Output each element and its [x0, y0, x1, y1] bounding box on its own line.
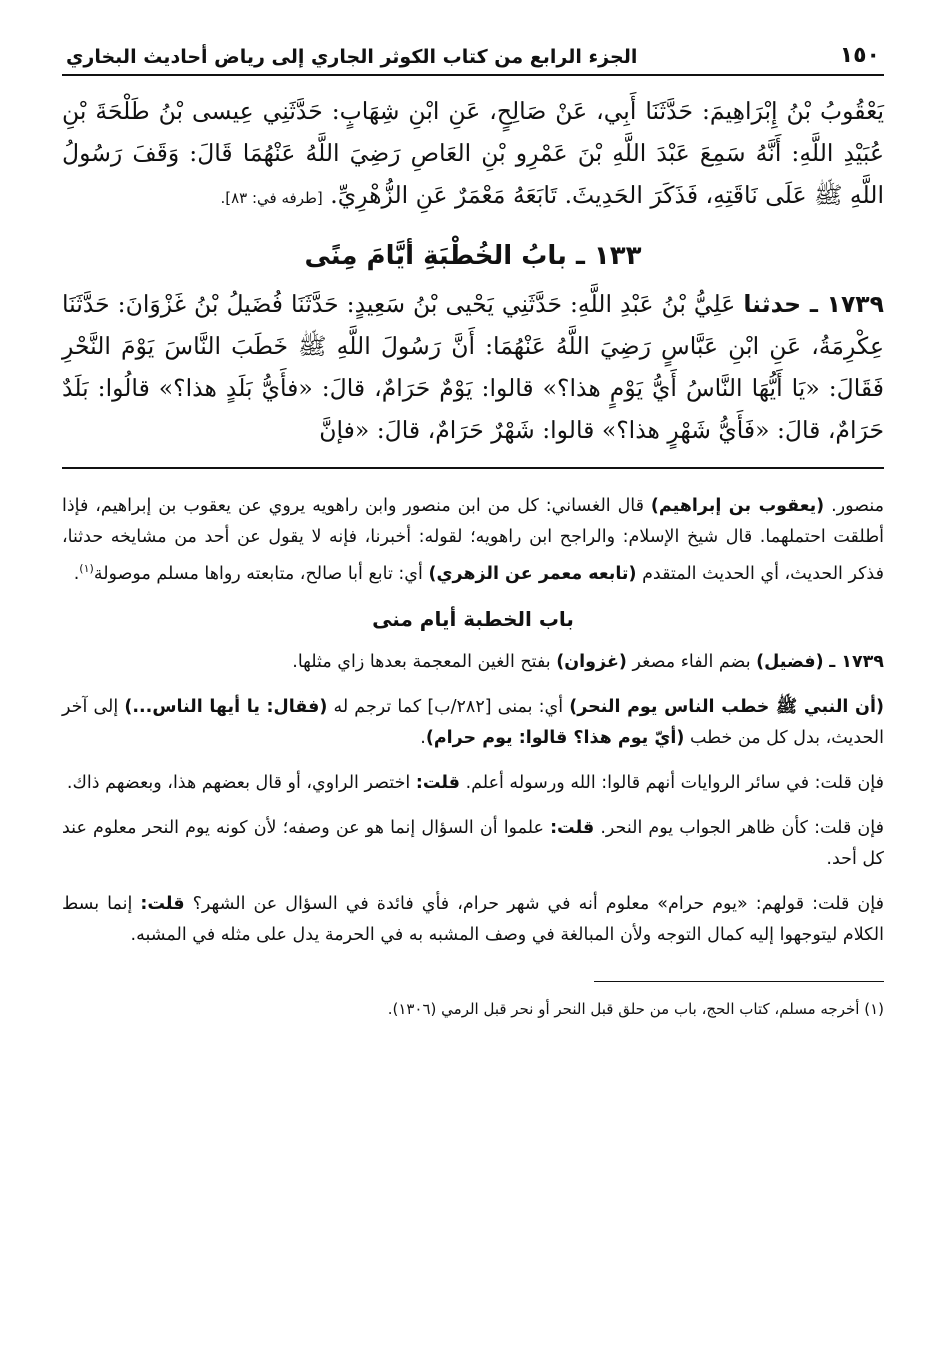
comm-bold: (فقال: يا أيها الناس...): [124, 696, 328, 717]
commentary-paragraph: [62, 692, 884, 754]
comm-text: بفتح الغين المعجمة بعدها زاي مثلها.: [292, 651, 551, 672]
commentary-heading: باب الخطبة أيام منى: [372, 606, 574, 631]
comm-text: أي: تابع أبا صالح، متابعته رواها مسلم موصولة: [93, 563, 423, 584]
footnote-ref[interactable]: (١): [79, 562, 94, 575]
comm-text: .: [73, 563, 80, 584]
comm-bold: (تابعه معمر عن الزهري): [428, 563, 637, 584]
comm-text: منصور.: [831, 496, 884, 516]
commentary-paragraph: [62, 889, 884, 951]
comm-text: أي: بمنى [٢٨٢/ب] كما ترجم له: [333, 696, 564, 717]
section-divider: [62, 467, 884, 469]
commentary-paragraph: [62, 813, 884, 875]
footnote: [62, 996, 884, 1022]
hadith-number: ١٧٣٩ ـ حدثنا: [743, 290, 884, 318]
comm-text: فإن قلت: كأن ظاهر الجواب يوم النحر.: [600, 817, 884, 838]
hadith-continuation: [62, 90, 884, 219]
comm-text: قال الغساني: كل من ابن منصور وابن راهويه يروي عن يعقوب بن إبراهيم، فإذا أطلقت احتملهما. قال شيخ الإسلام: والراجح ابن راهويه؛ لقوله: أخبرنا، فإنه لا يقول عن أحد من مشايخه حدثنا، فذكر الحديث، أي الحديث المتقدم: [62, 496, 884, 584]
comm-bold: (يعقوب بن إبراهيم): [650, 496, 825, 516]
hadith-top-ref: [طرفه في: ٨٣].: [220, 189, 323, 207]
comm-text: إلى آخر الحديث، بدل كل من خطب: [62, 696, 884, 748]
comm-bold: (أيّ يوم هذا؟ قالوا: يوم حرام): [425, 727, 685, 748]
comm-bold: (فضيل): [756, 651, 824, 672]
commentary-paragraph: [62, 647, 884, 678]
commentary-paragraph: [62, 491, 884, 590]
running-title: الجزء الرابع من كتاب الكوثر الجاري إلى رياض أحاديث البخاري: [66, 46, 638, 68]
commentary: [62, 491, 884, 951]
page-number: ١٥٠: [839, 43, 880, 68]
hadith-text: عَلِيُّ بْنُ عَبْدِ اللَّهِ: حَدَّثَنِي يَحْيى بْنُ سَعِيدٍ: حَدَّثَنَا فُضَيلُ بْنُ غَزْوَانَ: حَدَّثَنَا عِكْرِمَةُ، عَنِ ابْنِ عَبَّاسٍ رَضِيَ اللَّهُ عَنْهُمَا: أَنَّ رَسُولَ اللَّهِ ﷺ خَطَبَ النَّاسَ يَوْمَ النَّحْرِ فَقَالَ: «يَا أَيُّهَا النَّاسُ أَيُّ يَوْمٍ هذا؟» قالوا: يَوْمٌ حَرَامٌ، قالَ: «فأَيُّ بَلَدٍ هذا؟» قالُوا: بَلَدٌ حَرَامٌ، قالَ: «فَأَيُّ شَهْرٍ هذا؟» قالوا: شَهْرٌ حَرَامٌ، قالَ: «فإنَّ: [62, 290, 884, 444]
comm-bold: قلت:: [550, 817, 595, 838]
footnote-divider: [594, 981, 884, 982]
comm-text: بضم الفاء مصغر: [632, 651, 751, 672]
comm-bold: (غزوان): [556, 651, 627, 672]
comm-hadith-number: ١٧٣٩ ـ: [829, 651, 884, 672]
comm-text: فإن قلت: في سائر الروايات أنهم قالوا: الله ورسوله أعلم.: [465, 772, 884, 793]
hadith-top-text: يَعْقُوبُ بْنُ إِبْرَاهِيمَ: حَدَّثَنَا أَبِي، عَنْ صَالِحٍ، عَنِ ابْنِ شِهَابٍ: حَدَّثَنِي عِيسى بْنُ طَلْحَةَ بْنِ عُبَيْدِ اللَّهِ: أَنَّهُ سَمِعَ عَبْدَ اللَّهِ بْنَ عَمْرِو بْنِ العَاصِ رَضِيَ اللَّهُ عَنْهُمَا قَالَ: وَقَفَ رَسُولُ اللَّهِ ﷺ عَلَى نَاقَتِهِ، فَذَكَرَ الحَدِيثَ. تَابَعَهُ مَعْمَرٌ عَنِ الزُّهْرِيِّ.: [62, 97, 884, 209]
page-header: [62, 28, 884, 76]
comm-bold: (أن النبي ﷺ خطب الناس يوم النحر): [569, 696, 884, 717]
comm-bold: قلت:: [415, 772, 460, 793]
book-page: [62, 28, 884, 1022]
comm-text: اختصر الراوي، أو قال بعضهم هذا، وبعضهم ذاك.: [66, 772, 411, 793]
comm-text: .: [420, 727, 426, 748]
comm-bold: قلت:: [140, 893, 185, 914]
chapter-title: ١٣٣ ـ بابُ الخُطْبَةِ أيَّامَ مِنًى: [304, 241, 642, 271]
hadith-1739: [62, 283, 884, 451]
footnote-number: (١): [864, 999, 884, 1018]
commentary-paragraph: [62, 768, 884, 799]
comm-text: فإن قلت: قولهم: «يوم حرام» معلوم أنه في شهر حرام، فأي فائدة في السؤال عن الشهر؟: [192, 893, 884, 914]
comm-text: إنما بسط الكلام ليتوجهوا إليه كمال التوجه ولأن المبالغة في وصف المشبه به في الحرمة يدل على مثله في المشبه.: [62, 893, 884, 945]
footnote-text: أخرجه مسلم، كتاب الحج، باب من حلق قبل النحر أو نحر قبل الرمي (١٣٠٦).: [387, 999, 860, 1018]
comm-text: علموا أن السؤال إنما هو عن وصفه؛ لأن كونه يوم النحر معلوم عند كل أحد.: [62, 817, 884, 869]
